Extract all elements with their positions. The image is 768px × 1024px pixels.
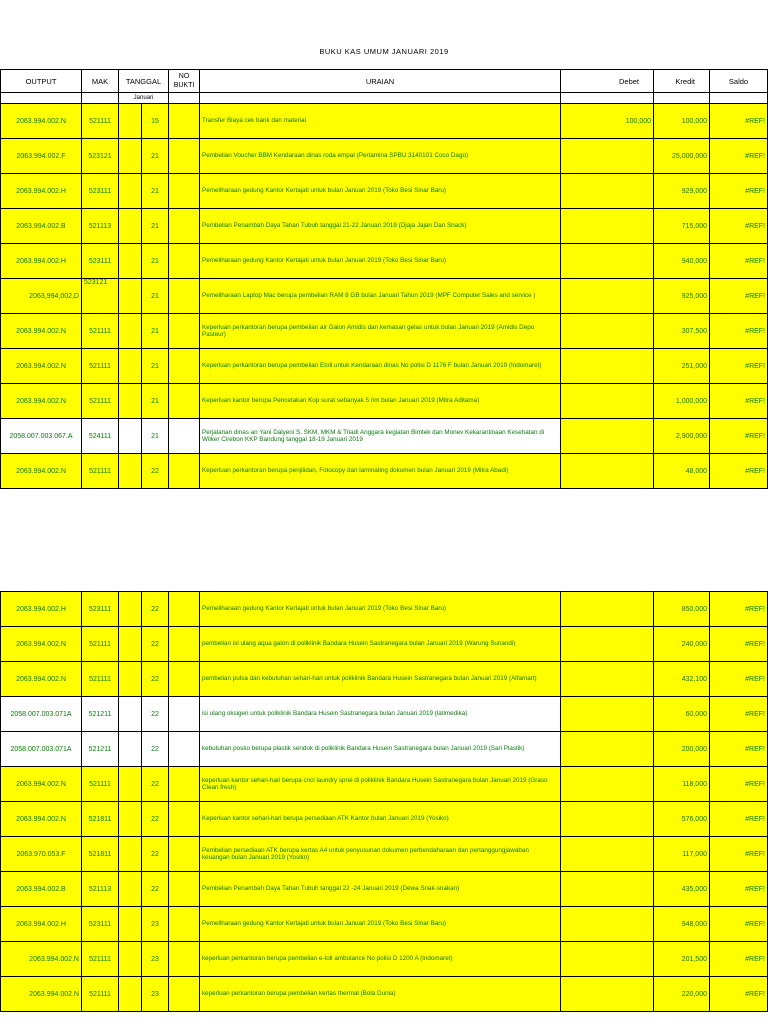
no-bukti-cell [169, 697, 200, 732]
header-mak: MAK [82, 70, 119, 93]
saldo-cell: #REF! [710, 627, 768, 662]
mak-code-cell: 523121 [82, 279, 119, 314]
saldo-cell: #REF! [710, 872, 768, 907]
tanggal-cell: 21 [142, 419, 169, 454]
table-row [1, 872, 768, 907]
debet-cell [561, 209, 654, 244]
saldo-cell: #REF! [710, 104, 768, 139]
saldo-cell: #REF! [710, 244, 768, 279]
kredit-cell: 60,000 [654, 697, 710, 732]
kredit-cell: 715,000 [654, 209, 710, 244]
debet-cell [561, 732, 654, 767]
table-row [1, 314, 768, 349]
output-code-cell: 2058.007.003.071A [1, 732, 82, 767]
uraian-cell: Pembelian Voucher BBM Kendaraan dinas roda empat (Pertamina SPBU 3140101 Coco Dago) [200, 139, 561, 174]
uraian-cell: Pemeliharaan gedung Kantor Kertajati untuk bulan Januari 2019 (Toko Besi Sinar Baru) [200, 592, 561, 627]
uraian-cell: Pemeliharaan gedung Kantor Kertajati untuk bulan Januari 2019 (Toko Besi Sinar Baru) [200, 244, 561, 279]
tanggal-spacer-cell [119, 174, 142, 209]
debet-cell [561, 907, 654, 942]
saldo-cell: #REF! [710, 314, 768, 349]
tanggal-cell: 23 [142, 907, 169, 942]
table-row [1, 627, 768, 662]
mak-code-cell: 521111 [82, 384, 119, 419]
tanggal-cell: 21 [142, 174, 169, 209]
tanggal-cell: 21 [142, 279, 169, 314]
output-code-cell: 2063.970.053.F [1, 837, 82, 872]
mak-code-cell: 523111 [82, 592, 119, 627]
output-code-cell: 2063.994.002.H [1, 907, 82, 942]
mak-code-cell: 523121 [82, 139, 119, 174]
mak-code-cell: 523111 [82, 907, 119, 942]
header-no-bukti: NO BUKTI [169, 70, 200, 93]
uraian-cell: Pembelian Penambah Daya Tahan Tubuh tanggal 22 -24 Januari 2019 (Dewa Snak-snakan) [200, 872, 561, 907]
kredit-cell: 929,000 [654, 174, 710, 209]
uraian-cell: keperluan kantor sehari-hari berupa cncl laundry sprei di poliklinik Bandara Husein Sastranegara bulan Januari 2019 (Graso Clean fresh) [200, 767, 561, 802]
tanggal-spacer-cell [119, 279, 142, 314]
no-bukti-cell [169, 627, 200, 662]
kredit-cell: 251,000 [654, 349, 710, 384]
tanggal-cell: 22 [142, 627, 169, 662]
output-code-cell: 2063.994.002.N [1, 454, 82, 489]
tanggal-spacer-cell [119, 837, 142, 872]
month-label: Januari [119, 93, 169, 104]
table-row [1, 104, 768, 139]
ledger-body-page-2 [1, 592, 768, 1012]
mak-code-cell: 521111 [82, 977, 119, 1012]
saldo-cell: #REF! [710, 279, 768, 314]
tanggal-cell: 22 [142, 662, 169, 697]
saldo-cell: #REF! [710, 767, 768, 802]
tanggal-spacer-cell [119, 314, 142, 349]
kredit-cell: 201,500 [654, 942, 710, 977]
tanggal-cell: 15 [142, 104, 169, 139]
debet-cell [561, 802, 654, 837]
debet-cell: 100,000 [561, 104, 654, 139]
tanggal-cell: 21 [142, 384, 169, 419]
debet-cell [561, 592, 654, 627]
no-bukti-cell [169, 907, 200, 942]
tanggal-cell: 22 [142, 837, 169, 872]
mak-code-cell: 521811 [82, 837, 119, 872]
no-bukti-cell [169, 104, 200, 139]
output-code-cell: 2063.994.002.N [1, 767, 82, 802]
mak-code-cell: 521111 [82, 314, 119, 349]
no-bukti-cell [169, 837, 200, 872]
kredit-cell: 100,000 [654, 104, 710, 139]
ledger-table-page-2 [0, 591, 768, 1012]
saldo-cell: #REF! [710, 419, 768, 454]
no-bukti-cell [169, 732, 200, 767]
uraian-cell: keperluan perkantoran berupa pembelian e-toll ambulance No polisi D 1200 A (Indomaret) [200, 942, 561, 977]
no-bukti-cell [169, 139, 200, 174]
no-bukti-cell [169, 592, 200, 627]
output-code-cell: 2063.994.002.N [1, 314, 82, 349]
table-row [1, 244, 768, 279]
output-code-cell: 2063.994.002.N [1, 104, 82, 139]
no-bukti-cell [169, 767, 200, 802]
month-subheader-row [1, 93, 768, 104]
saldo-cell: #REF! [710, 349, 768, 384]
kredit-cell: 240,000 [654, 627, 710, 662]
no-bukti-cell [169, 279, 200, 314]
no-bukti-cell [169, 872, 200, 907]
output-code-cell: 2063.994.002.B [1, 872, 82, 907]
tanggal-spacer-cell [119, 662, 142, 697]
uraian-cell: Keperluan perkantoran berupa penjilidan, Fotocopy dan laminating dokumen bulan Januari 2019 (Mitra Abadi) [200, 454, 561, 489]
uraian-cell: Pemeliharaan gedung Kantor Kertajati untuk bulan Januari 2019 (Toko Besi Sinar Baru) [200, 907, 561, 942]
table-row [1, 837, 768, 872]
tanggal-cell: 22 [142, 697, 169, 732]
table-row [1, 802, 768, 837]
table-row [1, 419, 768, 454]
saldo-cell: #REF! [710, 837, 768, 872]
mak-code-cell: 521111 [82, 627, 119, 662]
tanggal-spacer-cell [119, 942, 142, 977]
saldo-cell: #REF! [710, 209, 768, 244]
debet-cell [561, 837, 654, 872]
saldo-cell: #REF! [710, 942, 768, 977]
saldo-cell: #REF! [710, 802, 768, 837]
mak-code-cell: 523111 [82, 174, 119, 209]
tanggal-spacer-cell [119, 349, 142, 384]
debet-cell [561, 314, 654, 349]
tanggal-cell: 21 [142, 244, 169, 279]
kredit-cell: 307,500 [654, 314, 710, 349]
tanggal-spacer-cell [119, 454, 142, 489]
tanggal-cell: 21 [142, 349, 169, 384]
no-bukti-cell [169, 314, 200, 349]
debet-cell [561, 349, 654, 384]
uraian-cell: Pemeliharaan gedung Kantor Kertajati untuk bulan Januari 2019 (Toko Besi Sinar Baru) [200, 174, 561, 209]
mak-code-cell: 521111 [82, 662, 119, 697]
saldo-cell: #REF! [710, 732, 768, 767]
no-bukti-cell [169, 802, 200, 837]
saldo-cell: #REF! [710, 662, 768, 697]
tanggal-spacer-cell [119, 139, 142, 174]
saldo-cell: #REF! [710, 384, 768, 419]
table-row [1, 732, 768, 767]
mak-code-cell: 521111 [82, 767, 119, 802]
tanggal-cell: 21 [142, 314, 169, 349]
output-code-cell: 2063.994.002.N [1, 349, 82, 384]
uraian-cell: Keperluan kantor sehari-hari berupa persediaan ATK Kantor bulan Januari 2019 (Yosiko) [200, 802, 561, 837]
table-row [1, 454, 768, 489]
tanggal-cell: 22 [142, 732, 169, 767]
output-code-cell: 2063.994.002.N [1, 384, 82, 419]
table-row [1, 767, 768, 802]
kredit-cell: 117,000 [654, 837, 710, 872]
mak-code-cell: 521111 [82, 104, 119, 139]
table-row [1, 209, 768, 244]
kredit-cell: 576,000 [654, 802, 710, 837]
kredit-cell: 1,000,000 [654, 384, 710, 419]
mak-code-cell: 523111 [82, 244, 119, 279]
table-row [1, 697, 768, 732]
no-bukti-cell [169, 454, 200, 489]
mak-code-cell: 521111 [82, 349, 119, 384]
kredit-cell: 2,900,000 [654, 419, 710, 454]
mak-code-cell: 521111 [82, 454, 119, 489]
kredit-cell: 850,000 [654, 592, 710, 627]
no-bukti-cell [169, 942, 200, 977]
kredit-cell: 48,000 [654, 454, 710, 489]
kredit-cell: 200,000 [654, 732, 710, 767]
no-bukti-cell [169, 384, 200, 419]
uraian-cell: Pembelian Penambah Daya Tahan Tubuh tanggal 21-22 Januari 2019 (Djaja Jajan Dan Snack) [200, 209, 561, 244]
debet-cell [561, 174, 654, 209]
output-code-cell: 2063.994.002.H [1, 592, 82, 627]
output-code-cell: 2063.994.002.H [1, 174, 82, 209]
debet-cell [561, 454, 654, 489]
debet-cell [561, 627, 654, 662]
output-code-cell: 2058.007.003.071A [1, 697, 82, 732]
uraian-cell: Perjalanan dinas an Yani Dalyeni S, SKM, MKM & Triadi Anggara kegiatan Bimtek dan Monev Kekarantinaan Kesehatan di Wilker Cirebon KKP Bandung tanggal 18-19 Januari 2019 [200, 419, 561, 454]
tanggal-cell: 23 [142, 942, 169, 977]
table-row [1, 174, 768, 209]
tanggal-spacer-cell [119, 209, 142, 244]
kredit-cell: 435,000 [654, 872, 710, 907]
no-bukti-cell [169, 174, 200, 209]
debet-cell [561, 419, 654, 454]
uraian-cell: Pembelian persediaan ATK berupa kertas A4 untuk penyusunan dokumen perbendaharaan dan pertanggungjawaban keuangan bulan Januari 2019 (Yosiko) [200, 837, 561, 872]
table-row [1, 592, 768, 627]
uraian-cell: Keperluan perkantoran berupa pembelian air Galon Amidis dan kemasan gelas untuk bulan Januari 2019 (Amidis Depo Pasteur) [200, 314, 561, 349]
table-row [1, 977, 768, 1012]
debet-cell [561, 244, 654, 279]
kredit-cell: 118,000 [654, 767, 710, 802]
tanggal-cell: 22 [142, 767, 169, 802]
tanggal-spacer-cell [119, 697, 142, 732]
no-bukti-cell [169, 662, 200, 697]
debet-cell [561, 942, 654, 977]
header-tanggal: TANGGAL [119, 70, 169, 93]
no-bukti-cell [169, 244, 200, 279]
tanggal-cell: 22 [142, 802, 169, 837]
no-bukti-cell [169, 209, 200, 244]
debet-cell [561, 139, 654, 174]
output-code-cell: 2058.007.003.067.A [1, 419, 82, 454]
mak-code-cell: 521113 [82, 209, 119, 244]
ledger-body-page-1 [1, 104, 768, 489]
tanggal-spacer-cell [119, 977, 142, 1012]
saldo-cell: #REF! [710, 697, 768, 732]
tanggal-cell: 22 [142, 592, 169, 627]
document-title: BUKU KAS UMUM JANUARI 2019 [319, 47, 449, 56]
saldo-cell: #REF! [710, 174, 768, 209]
saldo-cell: #REF! [710, 907, 768, 942]
output-code-cell: 2063.994.002.N [1, 627, 82, 662]
tanggal-spacer-cell [119, 419, 142, 454]
header-uraian: URAIAN [200, 70, 561, 93]
output-code-cell: 2063.994.002.F [1, 139, 82, 174]
header-output: OUTPUT [1, 70, 82, 93]
table-row [1, 384, 768, 419]
debet-cell [561, 279, 654, 314]
kredit-cell: 220,000 [654, 977, 710, 1012]
tanggal-spacer-cell [119, 802, 142, 837]
table-row [1, 662, 768, 697]
header-debet: Debet [561, 70, 654, 93]
tanggal-cell: 22 [142, 454, 169, 489]
tanggal-cell: 21 [142, 139, 169, 174]
tanggal-spacer-cell [119, 872, 142, 907]
tanggal-spacer-cell [119, 104, 142, 139]
saldo-cell: #REF! [710, 454, 768, 489]
table-row [1, 907, 768, 942]
debet-cell [561, 767, 654, 802]
output-code-cell: 2063.994.002.N [1, 977, 82, 1012]
tanggal-cell: 21 [142, 209, 169, 244]
mak-code-cell: 521211 [82, 732, 119, 767]
tanggal-spacer-cell [119, 732, 142, 767]
tanggal-spacer-cell [119, 592, 142, 627]
mak-code-cell: 521211 [82, 697, 119, 732]
uraian-cell: Keperluan kantor berupa Pencetakan Kop surat sebanyak 5 rim bulan Januari 2019 (Mitra Aditama) [200, 384, 561, 419]
tanggal-cell: 23 [142, 977, 169, 1012]
output-code-cell: 2063.994.002.N [1, 942, 82, 977]
header-kredit: Kredit [654, 70, 710, 93]
debet-cell [561, 977, 654, 1012]
output-code-cell: 2063,994,002,D [1, 279, 82, 314]
kredit-cell: 25,000,000 [654, 139, 710, 174]
uraian-cell: kebutuhan posko berupa plastik sendok di poliklinik Bandara Husein Sastranegara bulan Januari 2019 (Sari Plastik) [200, 732, 561, 767]
table-row [1, 942, 768, 977]
tanggal-spacer-cell [119, 244, 142, 279]
mak-code-cell: 524111 [82, 419, 119, 454]
debet-cell [561, 662, 654, 697]
uraian-cell: Pemeliharaan Laptop Mac berupa pembelian RAM 8 GB bulan Januari Tahun 2019 (MPF Computer Sales and service ) [200, 279, 561, 314]
output-code-cell: 2063.994.002.N [1, 802, 82, 837]
uraian-cell: isi ulang oksigen untuk poliklinik Bandara Husein Sastranegara bulan Januari 2019 (latimedika) [200, 697, 561, 732]
no-bukti-cell [169, 977, 200, 1012]
debet-cell [561, 872, 654, 907]
output-code-cell: 2063.994.002.B [1, 209, 82, 244]
kredit-cell: 925,000 [654, 279, 710, 314]
tanggal-cell: 22 [142, 872, 169, 907]
uraian-cell: pembelian isi ulang aqua galon di poliklinik Bandara Husein Sastranegara bulan Januari 2019 (Warung Sunandi) [200, 627, 561, 662]
output-code-cell: 2063.994.002.N [1, 662, 82, 697]
kredit-cell: 432,100 [654, 662, 710, 697]
mak-code-cell: 521111 [82, 942, 119, 977]
header-row [1, 70, 768, 93]
kredit-cell: 940,000 [654, 244, 710, 279]
tanggal-spacer-cell [119, 627, 142, 662]
mak-code-cell: 521811 [82, 802, 119, 837]
uraian-cell: keperluan perkantoran berupa pembelian kertas thermal (Bola Dunia) [200, 977, 561, 1012]
debet-cell [561, 697, 654, 732]
header-saldo: Saldo [710, 70, 768, 93]
saldo-cell: #REF! [710, 139, 768, 174]
saldo-cell: #REF! [710, 977, 768, 1012]
uraian-cell: Transfer Biaya cek bank dan material [200, 104, 561, 139]
uraian-cell: pembelian pulsa dan kebutuhan sehari-hari untuk poliklinik Bandara Husein Sastranegara bulan Januari 2019 (Alfamart) [200, 662, 561, 697]
tanggal-spacer-cell [119, 767, 142, 802]
debet-cell [561, 384, 654, 419]
no-bukti-cell [169, 419, 200, 454]
table-row [1, 349, 768, 384]
table-row [1, 279, 768, 314]
output-code-cell: 2063.994.002.H [1, 244, 82, 279]
kredit-cell: 948,000 [654, 907, 710, 942]
no-bukti-cell [169, 349, 200, 384]
tanggal-spacer-cell [119, 907, 142, 942]
uraian-cell: Keperluan perkantoran berupa pembelian Etoll untuk Kendaraan dinas No polisi D 1176 F bulan Januari 2019 (Indomaret) [200, 349, 561, 384]
mak-code-cell: 521113 [82, 872, 119, 907]
table-row [1, 139, 768, 174]
saldo-cell: #REF! [710, 592, 768, 627]
ledger-table-page-1 [0, 69, 768, 489]
tanggal-spacer-cell [119, 384, 142, 419]
